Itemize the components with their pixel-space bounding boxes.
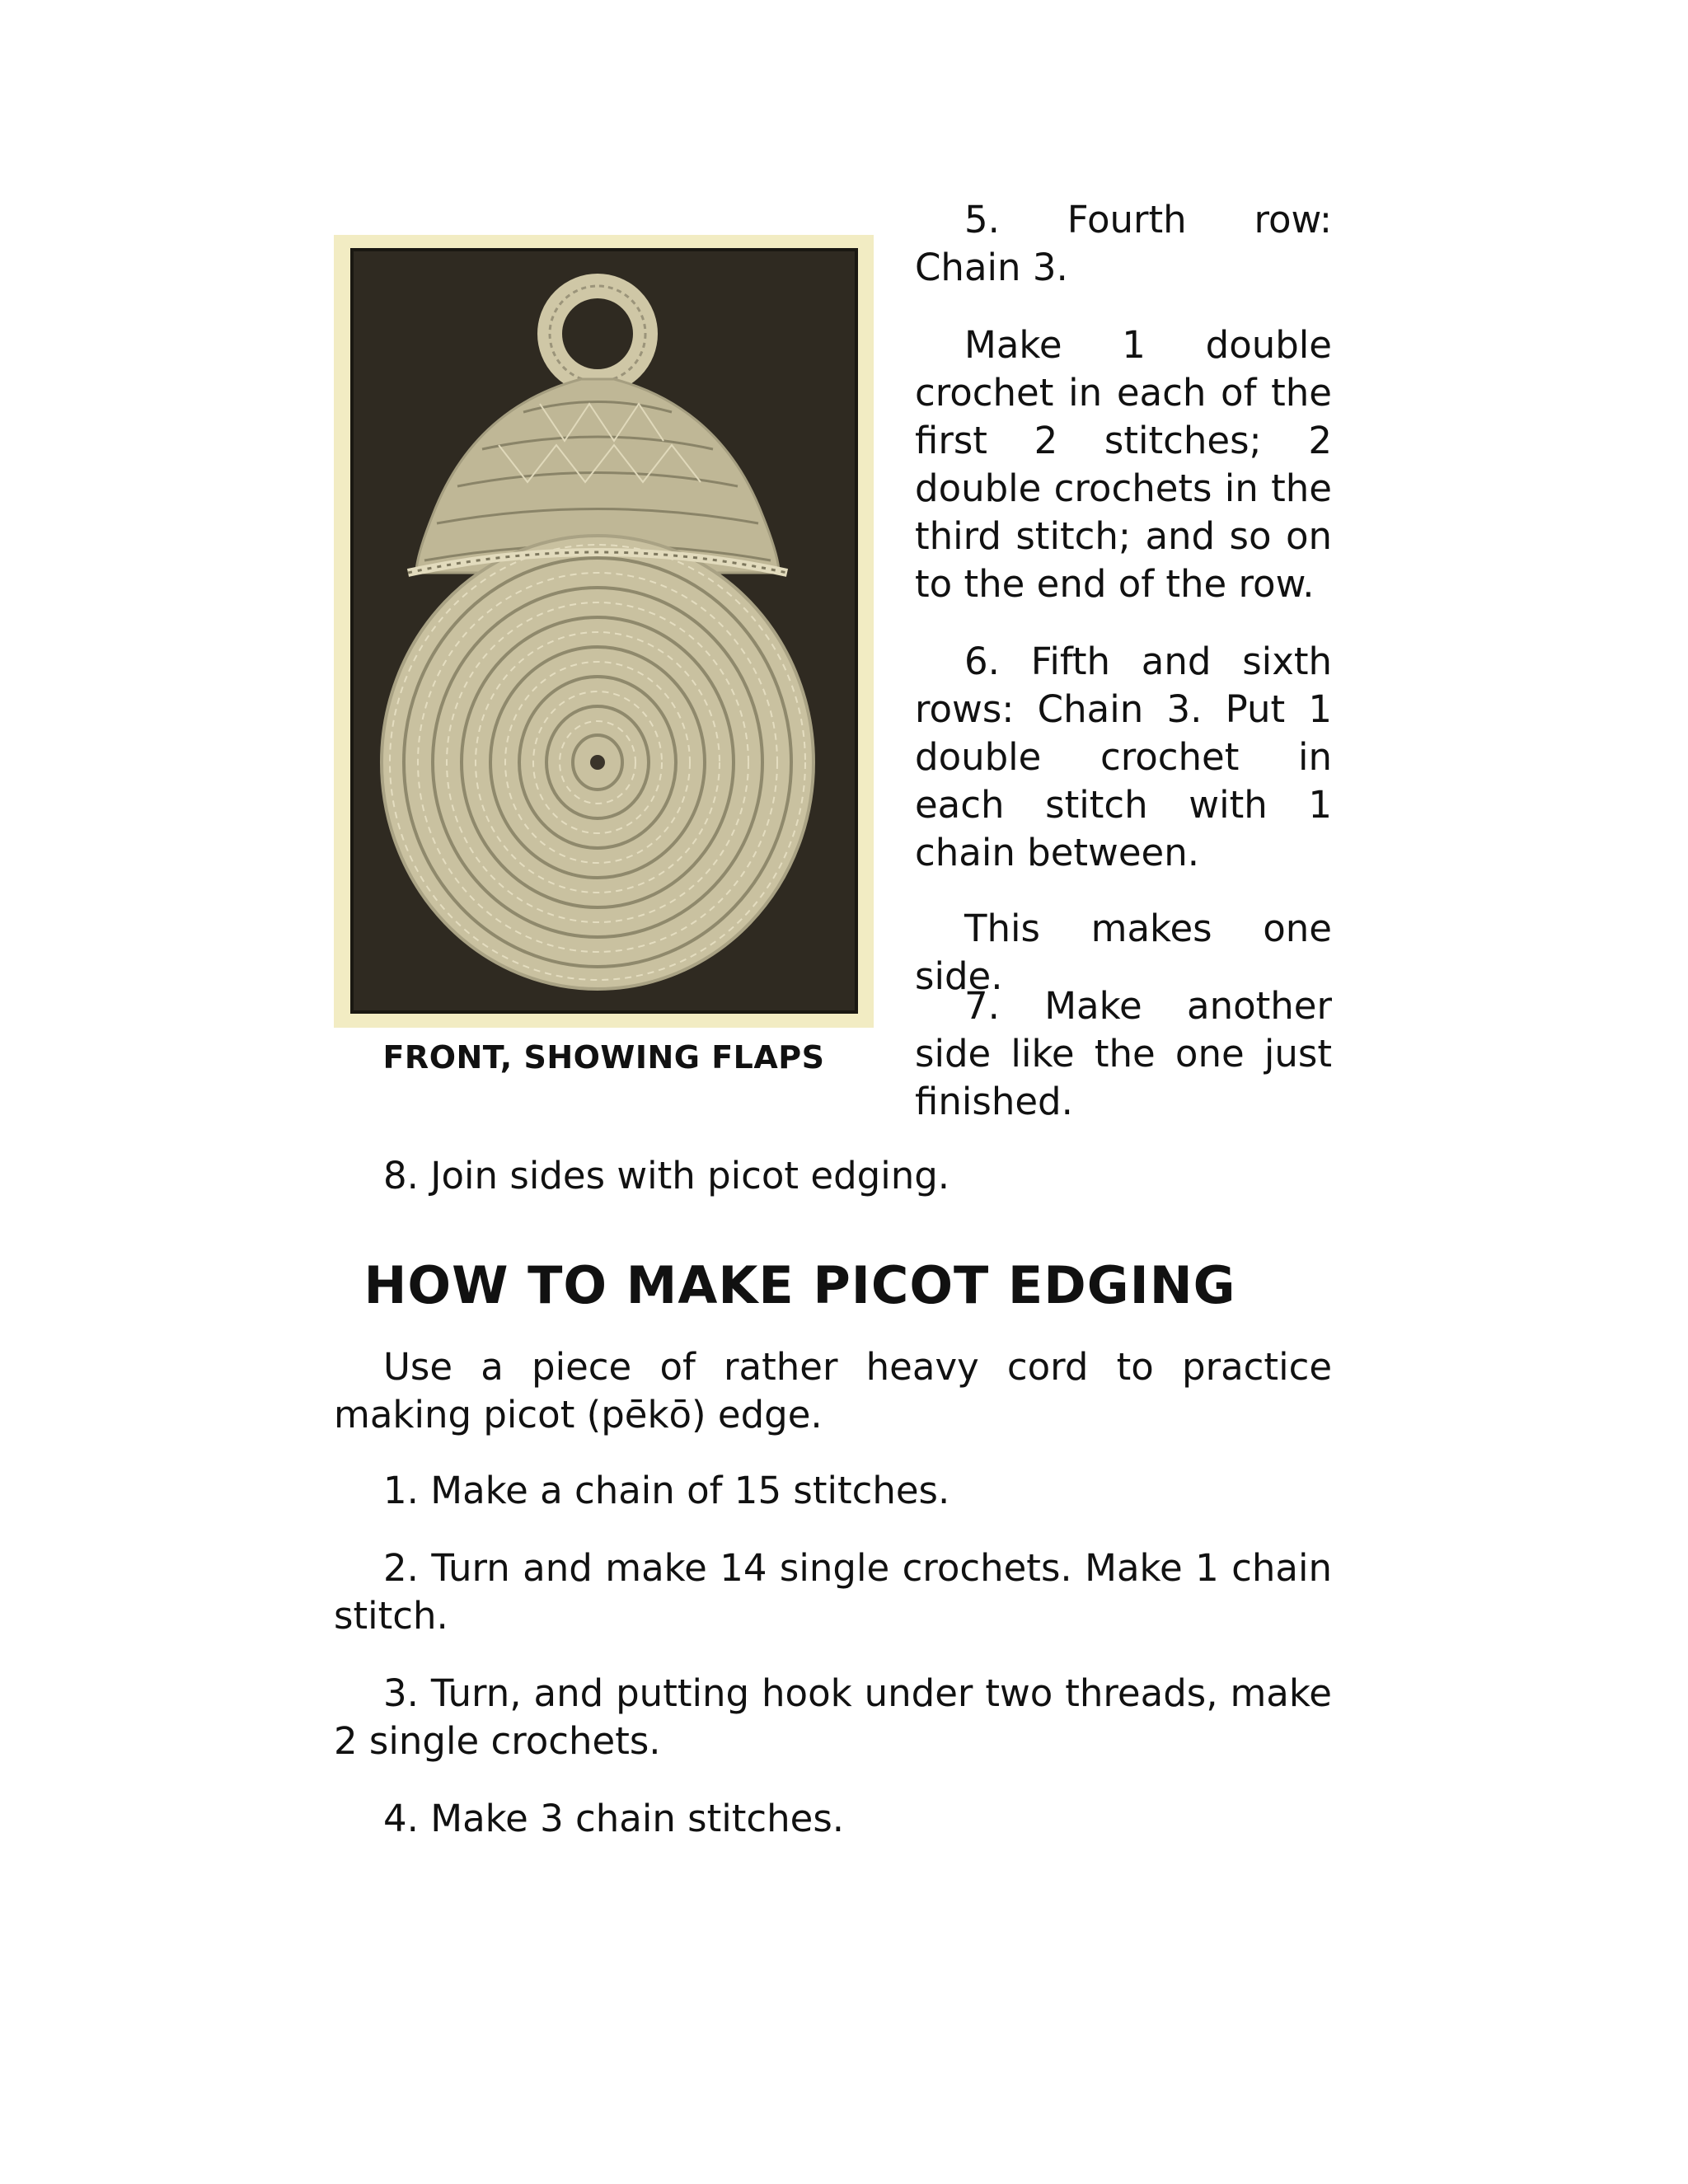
- step-double-crochet-instruction: Make 1 double crochet in each of the first 2 stitches; 2 double crochets in the third stitch; and so on to the end of the row.: [915, 323, 1332, 606]
- step-6-fifth-sixth-rows: 6. Fifth and sixth rows: Chain 3. Put 1 double crochet in each stitch with 1 chain between.: [915, 640, 1332, 874]
- picot-step-3: 3. Turn, and putting hook under two threads, make 2 single crochets.: [334, 1671, 1332, 1763]
- figure-caption: FRONT, SHOWING FLAPS: [382, 1039, 825, 1076]
- crochet-bag-illustration: [334, 235, 874, 1028]
- step-5-fourth-row: 5. Fourth row: Chain 3.: [915, 198, 1332, 289]
- picot-step-4: 4. Make 3 chain stitches.: [383, 1797, 845, 1840]
- picot-step-1: 1. Make a chain of 15 stitches.: [383, 1469, 950, 1512]
- one-side-note: This makes one side.: [915, 907, 1332, 998]
- step-8-join-sides: 8. Join sides with picot edging.: [383, 1154, 950, 1197]
- section-heading: HOW TO MAKE PICOT EDGING: [363, 1255, 1236, 1315]
- picot-step-2: 2. Turn and make 14 single crochets. Make 1 chain stitch.: [334, 1546, 1332, 1638]
- picot-intro-paragraph: Use a piece of rather heavy cord to practice making picot (pēkō) edge.: [334, 1345, 1332, 1436]
- spiral-center: [590, 755, 605, 770]
- step-7-another-side: 7. Make another side like the one just finished.: [915, 984, 1332, 1123]
- crochet-bag-photo: [334, 235, 874, 1028]
